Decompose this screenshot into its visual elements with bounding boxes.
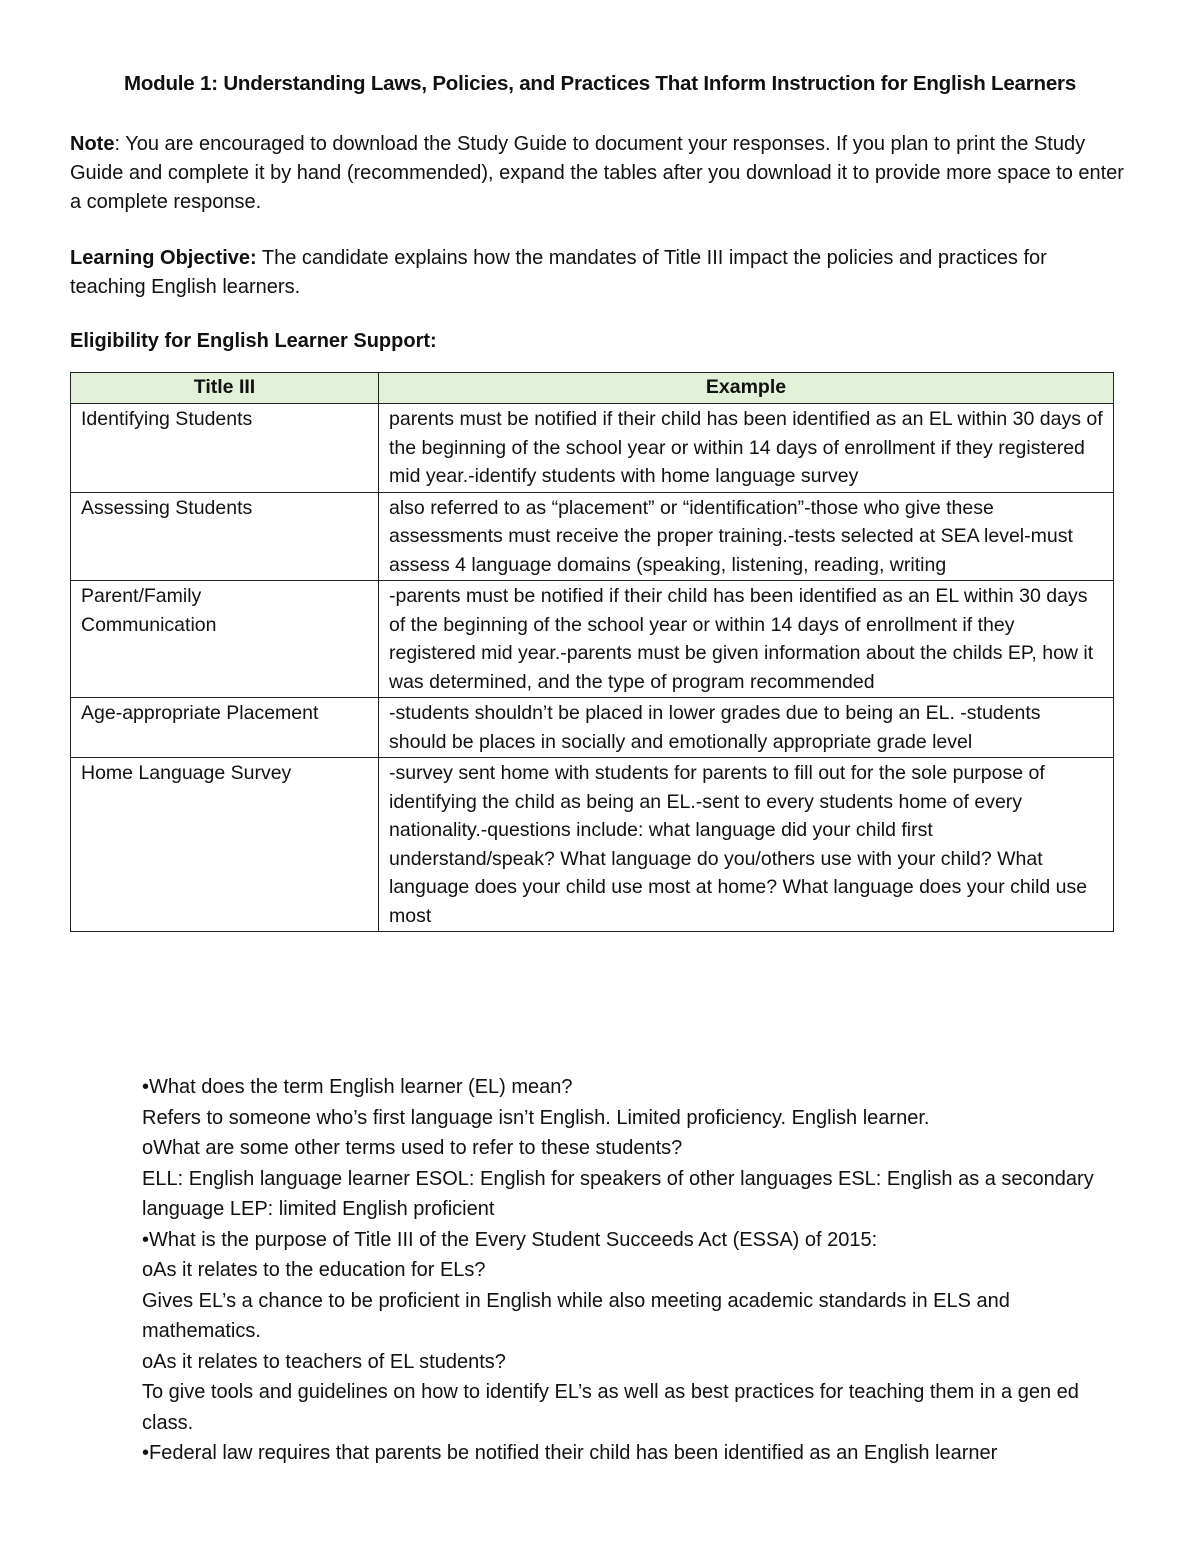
learning-objective-label: Learning Objective:	[70, 247, 257, 269]
question-line: •Federal law requires that parents be notified their child has been identified as an English learner	[142, 1442, 998, 1464]
answer-line: To give tools and guidelines on how to identify EL’s as well as best practices for teaching them in a gen ed class.	[142, 1381, 1079, 1434]
row-example: -survey sent home with students for parents to fill out for the sole purpose of identifying the child as being an EL.-sent to every students home of every nationality.-questions include: what language did your child first understand/speak? What language do you/others use with your child? What language does your child use most at home? What language does your child use most	[379, 758, 1114, 932]
table-row	[71, 492, 1114, 581]
eligibility-table	[70, 372, 1114, 932]
question-line: •What does the term English learner (EL) mean?	[142, 1076, 573, 1098]
learning-objective-paragraph	[70, 244, 1125, 302]
study-questions	[142, 1072, 1127, 1469]
table-row	[71, 404, 1114, 493]
note-paragraph	[70, 130, 1125, 217]
row-example: also referred to as “placement” or “identification”-those who give these assessments must receive the proper training.-tests selected at SEA level-must assess 4 language domains (speaking, listening, reading, writing	[379, 492, 1114, 581]
row-example: -parents must be notified if their child has been identified as an EL within 30 days of the beginning of the school year or within 14 days of enrollment if they registered mid year.-parents must be given information about the childs EP, how it was determined, and the type of program recommended	[379, 581, 1114, 698]
answer-line: Gives EL’s a chance to be proficient in English while also meeting academic standards in ELS and mathematics.	[142, 1289, 1010, 1342]
question-line: oWhat are some other terms used to refer to these students?	[142, 1137, 683, 1159]
row-example: parents must be notified if their child has been identified as an EL within 30 days of the beginning of the school year or within 14 days of enrollment if they registered mid year.-identify students with home language survey	[379, 404, 1114, 493]
table-row	[71, 698, 1114, 758]
note-text: : You are encouraged to download the Study Guide to document your responses. If you plan to print the Study Guide and complete it by hand (recommended), expand the tables after you download it to provide more space to enter a complete response.	[70, 133, 1124, 213]
question-line: oAs it relates to the education for ELs?	[142, 1259, 486, 1281]
row-term: Assessing Students	[71, 492, 379, 581]
page-title: Module 1: Understanding Laws, Policies, and Practices That Inform Instruction for English Learners	[123, 72, 1077, 95]
answer-line: Refers to someone who’s first language isn’t English. Limited proficiency. English learner.	[142, 1106, 930, 1129]
table-row	[71, 581, 1114, 698]
table-header-row	[71, 373, 1114, 404]
note-label: Note	[70, 133, 115, 155]
row-term: Home Language Survey	[71, 758, 379, 932]
question-line: oAs it relates to teachers of EL students?	[142, 1350, 506, 1373]
table-row	[71, 758, 1114, 932]
question-line: •What is the purpose of Title III of the Every Student Succeeds Act (ESSA) of 2015:	[142, 1228, 878, 1251]
row-term: Identifying Students	[71, 404, 379, 493]
column-header-title-iii: Title III	[71, 373, 379, 404]
row-term: Parent/Family Communication	[71, 581, 379, 698]
row-example: -students shouldn’t be placed in lower grades due to being an EL. -students should be places in socially and emotionally appropriate grade level	[379, 698, 1114, 758]
section-heading: Eligibility for English Learner Support:	[70, 330, 437, 352]
learning-objective-text: The candidate explains how the mandates of Title III impact the policies and practices for teaching English learners.	[70, 247, 1047, 298]
answer-line: ELL: English language learner ESOL: English for speakers of other languages ESL: English as a secondary language LEP: limited English proficient	[142, 1167, 1094, 1220]
row-term: Age-appropriate Placement	[71, 698, 379, 758]
column-header-example: Example	[379, 373, 1114, 404]
